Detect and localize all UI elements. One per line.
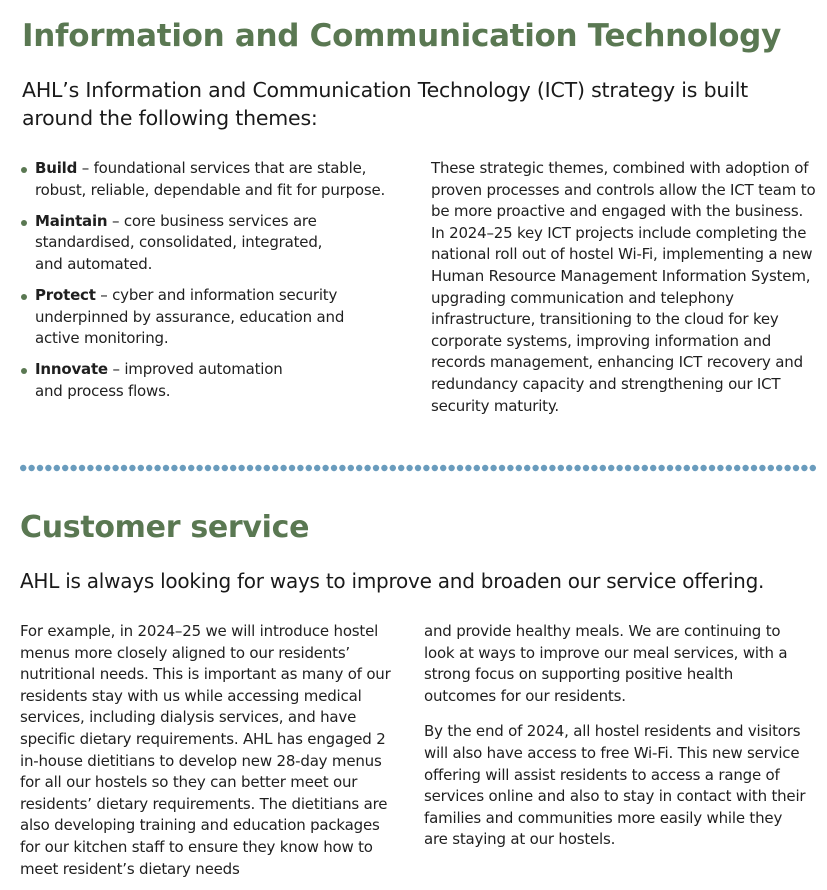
divider-dot — [398, 465, 404, 471]
divider-dot — [667, 465, 673, 471]
divider-dot — [600, 465, 606, 471]
divider-dot — [684, 465, 690, 471]
divider-dot — [751, 465, 757, 471]
divider-dot — [322, 465, 328, 471]
ict-heading: Information and Communication Technology — [22, 18, 781, 54]
divider-dot — [532, 465, 538, 471]
divider-dot — [264, 465, 270, 471]
customer-service-paragraph: and provide healthy meals. We are continuing to look at ways to improve our meal services, with a strong focus on supporting positive health outcomes for our residents. — [424, 622, 788, 705]
divider-dot — [692, 465, 698, 471]
divider-dot — [87, 465, 93, 471]
divider-dot — [734, 465, 740, 471]
divider-dot — [709, 465, 715, 471]
divider-dot — [381, 465, 387, 471]
ict-body-paragraph: These strategic themes, combined with adoption of proven processes and controls allow the ICT team to be more proactive and engaged with the business. In 2024–25 key ICT projects include completing the national roll out of hostel Wi-Fi, implementing a new Human Resource Management Information System, upgrading communication and telephony infrastructure, transitioning to the cloud for key corporate systems, improving information and records management, enhancing ICT recovery and redundancy capacity and strengthening our ICT security maturity. — [431, 159, 816, 415]
divider-dot — [574, 465, 580, 471]
divider-dot — [507, 465, 513, 471]
divider-dot — [490, 465, 496, 471]
divider-dot — [180, 465, 186, 471]
divider-dot — [146, 465, 152, 471]
divider-dot — [390, 465, 396, 471]
divider-dot — [768, 465, 774, 471]
divider-dot — [121, 465, 127, 471]
divider-dot — [373, 465, 379, 471]
customer-service-paragraph: By the end of 2024, all hostel residents and visitors will also have access to free Wi-Fi. This new service offering will assist residents to access a range of services online and also to stay in contact with their families and communities more easily while they are staying at our hostels. — [424, 722, 806, 849]
divider-dot — [726, 465, 732, 471]
divider-dot — [171, 465, 177, 471]
divider-dot — [742, 465, 748, 471]
divider-dot — [238, 465, 244, 471]
divider-dot — [482, 465, 488, 471]
divider-dot — [364, 465, 370, 471]
divider-dot — [499, 465, 505, 471]
theme-text: – improved automation and process flows. — [35, 360, 283, 400]
divider-dot — [28, 465, 34, 471]
dotted-divider-graphic — [20, 463, 822, 473]
divider-dot — [331, 465, 337, 471]
divider-dot — [96, 465, 102, 471]
divider-dot — [163, 465, 169, 471]
divider-dot — [432, 465, 438, 471]
divider-dot — [524, 465, 530, 471]
divider-dot — [583, 465, 589, 471]
divider-dot — [138, 465, 144, 471]
divider-dot — [549, 465, 555, 471]
theme-term: Protect — [35, 285, 96, 304]
divider-dot — [154, 465, 160, 471]
divider-dot — [675, 465, 681, 471]
divider-dot — [440, 465, 446, 471]
divider-dot — [793, 465, 799, 471]
divider-dot — [650, 465, 656, 471]
divider-dot — [247, 465, 253, 471]
theme-item-innovate — [21, 359, 297, 402]
customer-service-intro: AHL is always looking for ways to improve and broaden our service offering. — [20, 569, 765, 593]
ict-themes-list — [21, 158, 411, 412]
divider-dot — [776, 465, 782, 471]
theme-term: Innovate — [35, 360, 108, 379]
customer-service-right-column — [424, 621, 806, 865]
divider-dot — [810, 465, 816, 471]
divider-dot — [541, 465, 547, 471]
bullet-icon — [21, 368, 27, 374]
divider-dot — [448, 465, 454, 471]
divider-dot — [625, 465, 631, 471]
divider-dot — [356, 465, 362, 471]
divider-dot — [54, 465, 60, 471]
divider-dot — [516, 465, 522, 471]
divider-dot — [289, 465, 295, 471]
divider-dot — [558, 465, 564, 471]
theme-text: – foundational services that are stable, robust, reliable, dependable and fit for purpose. — [35, 159, 386, 199]
divider-dot — [280, 465, 286, 471]
bullet-icon — [21, 220, 27, 226]
ict-intro: AHL’s Information and Communication Technology (ICT) strategy is built around the following themes: — [22, 78, 749, 130]
divider-dot — [801, 465, 807, 471]
divider-dot — [79, 465, 85, 471]
theme-text: – core business services are standardised, consolidated, integrated, and automated. — [35, 211, 323, 273]
divider-dot — [759, 465, 765, 471]
divider-dot — [188, 465, 194, 471]
divider-dot — [37, 465, 43, 471]
theme-term: Build — [35, 159, 78, 177]
divider-dot — [457, 465, 463, 471]
divider-dot — [339, 465, 345, 471]
divider-dot — [129, 465, 135, 471]
divider-dot — [20, 465, 26, 471]
divider-dot — [784, 465, 790, 471]
divider-dot — [415, 465, 421, 471]
divider-dot — [213, 465, 219, 471]
divider-dot — [474, 465, 480, 471]
divider-dot — [633, 465, 639, 471]
divider-dot — [591, 465, 597, 471]
divider-dot — [608, 465, 614, 471]
divider-dot — [230, 465, 236, 471]
dotted-divider — [20, 463, 822, 473]
divider-dot — [196, 465, 202, 471]
divider-dot — [465, 465, 471, 471]
divider-dot — [62, 465, 68, 471]
divider-dot — [406, 465, 412, 471]
divider-dot — [642, 465, 648, 471]
divider-dot — [297, 465, 303, 471]
divider-dot — [306, 465, 312, 471]
divider-dot — [423, 465, 429, 471]
theme-item-build — [21, 158, 415, 201]
divider-dot — [222, 465, 228, 471]
theme-item-protect — [21, 285, 365, 350]
divider-dot — [272, 465, 278, 471]
theme-text: – cyber and information security underpinned by assurance, education and active monitoring. — [35, 285, 345, 348]
divider-dot — [104, 465, 110, 471]
theme-term: Maintain — [35, 211, 108, 230]
divider-dot — [348, 465, 354, 471]
divider-dot — [70, 465, 76, 471]
theme-item-maintain — [21, 211, 335, 276]
customer-service-left-paragraph: For example, in 2024–25 we will introduce hostel menus more closely aligned to our residents’ nutritional needs. This is important as many of our residents stay with us while accessing medical services, including dialysis services, and have specific dietary requirements. AHL has engaged 2 in-house dietitians to develop new 28-day menus for all our hostels so they can better meet our residents’ dietary requirements. The dietitians are also developing training and education packages for our kitchen staff to ensure they know how to meet resident’s dietary needs — [20, 622, 391, 878]
divider-dot — [255, 465, 261, 471]
divider-dot — [112, 465, 118, 471]
bullet-icon — [21, 294, 27, 300]
divider-dot — [45, 465, 51, 471]
divider-dot — [717, 465, 723, 471]
divider-dot — [205, 465, 211, 471]
divider-dot — [566, 465, 572, 471]
divider-dot — [314, 465, 320, 471]
bullet-icon — [21, 167, 27, 173]
customer-service-heading: Customer service — [20, 510, 310, 545]
divider-dot — [616, 465, 622, 471]
divider-dot — [700, 465, 706, 471]
divider-dot — [658, 465, 664, 471]
